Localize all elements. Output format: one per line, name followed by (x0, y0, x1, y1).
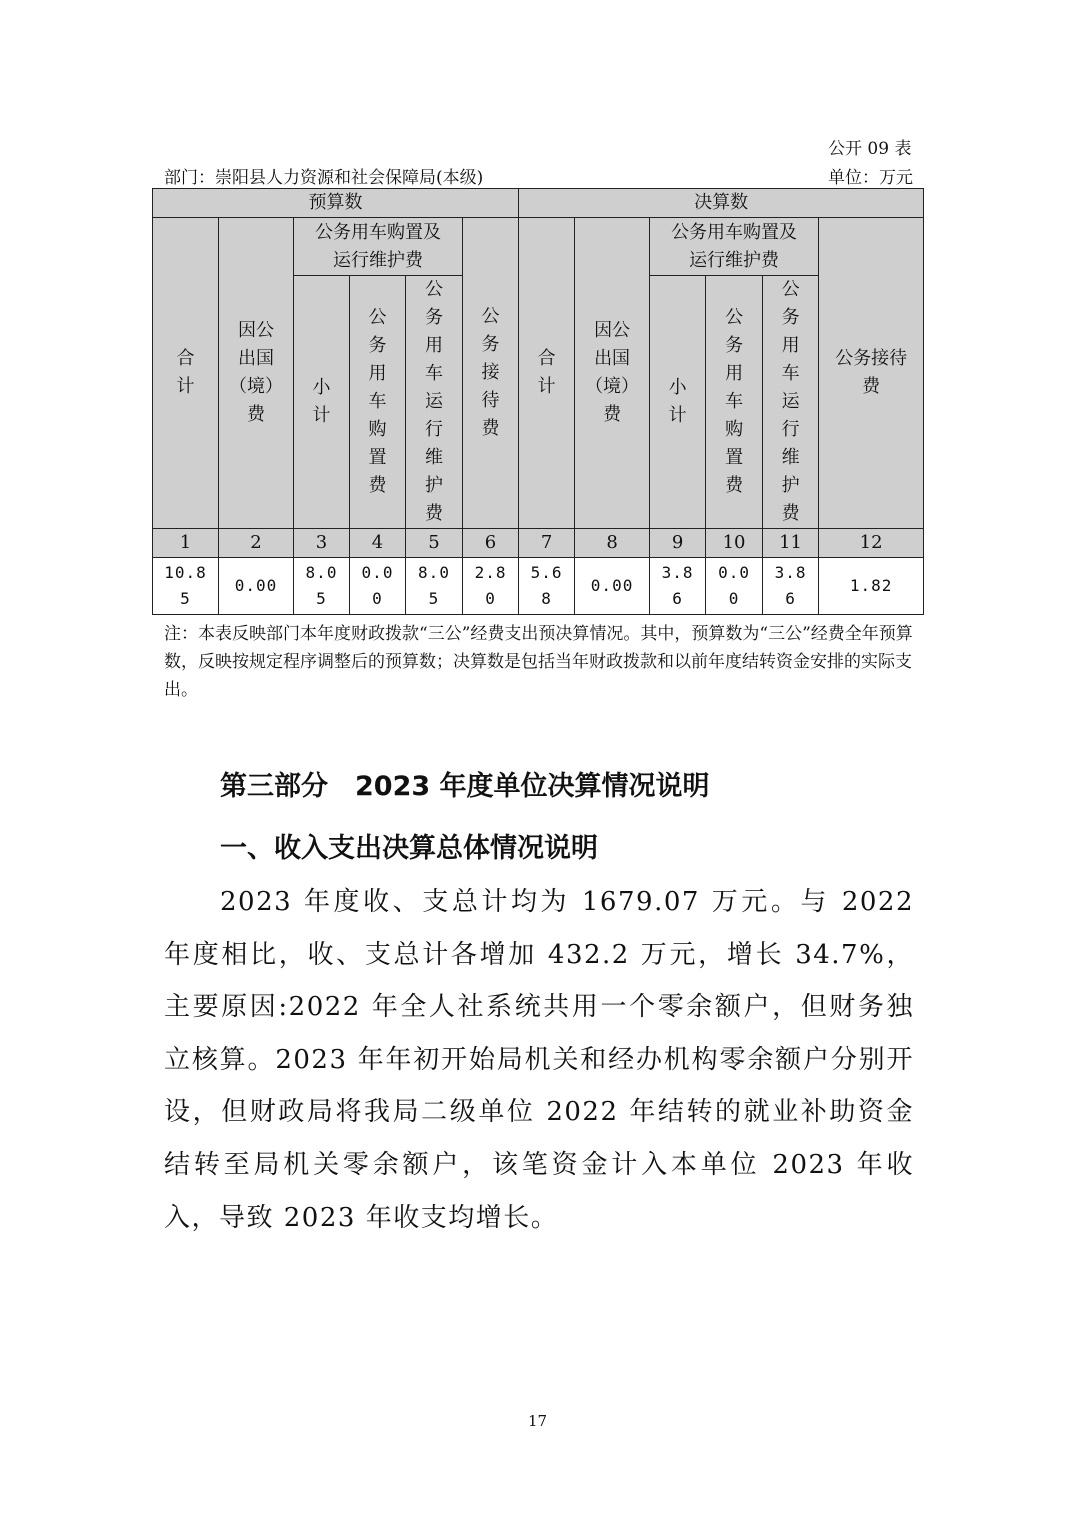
three-public-expenses-table (152, 188, 924, 615)
final-group-header: 决算数 (519, 189, 924, 218)
unit-label: 单位：万元 (828, 168, 913, 188)
col-subtotal-final: 小 计 (650, 276, 706, 529)
department-label: 部门：崇阳县人力资源和社会保障局(本级) (164, 168, 484, 188)
value-cell: 0.0 0 (706, 558, 763, 615)
value-cell: 1.82 (819, 558, 924, 615)
page-number: 17 (528, 1412, 548, 1430)
table-note: 注：本表反映部门本年度财政拨款“三公”经费支出预决算情况。其中，预算数为“三公”经费全年预算数，反映按规定程序调整后的预算数；决算数是包括当年财政拨款和以前年度结转资金安排的实际支出。 (164, 624, 913, 700)
col-reception-final: 公务接待 费 (819, 218, 924, 529)
value-cell: 0.0 0 (350, 558, 406, 615)
value-cell: 3.8 6 (650, 558, 706, 615)
col-operation-budget: 公 务 用 车 运 行 维 护 费 (406, 276, 463, 529)
body-paragraph: 2023 年度收、支总计均为 1679.07 万元。与 2022 年度相比，收、支总计各增加 432.2 万元，增长 34.7%，主要原因:2022 年全人社系统共用一个零余额户，但财务独立核算。2023 年年初开始局机关和经办机构零余额户分别开设，但财政局将我局二级单位 2022 年结转的就业补助资金结转至局机关零余额户，该笔资金计入本单位 2023 年收入，导致 2023 年收支均增长。 (164, 887, 914, 1233)
column-number-row: 1 2 3 4 5 6 7 8 9 10 11 12 (153, 529, 924, 558)
col-reception-budget: 公 务 接 待 费 (463, 218, 519, 529)
budget-group-header: 预算数 (153, 189, 519, 218)
table-number: 公开 09 表 (828, 139, 912, 159)
vehicle-group-final: 公务用车购置及 运行维护费 (650, 218, 819, 276)
col-purchase-budget: 公 务 用 车 购 置 费 (350, 276, 406, 529)
col-total-budget: 合 计 (153, 218, 219, 529)
value-cell: 8.0 5 (294, 558, 350, 615)
value-cell: 5.6 8 (519, 558, 575, 615)
table-row (153, 558, 924, 615)
col-abroad-budget: 因公 出国 （境） 费 (219, 218, 294, 529)
value-cell: 2.8 0 (463, 558, 519, 615)
section-title: 第三部分 2023 年度单位决算情况说明 (220, 771, 710, 802)
col-subtotal-budget: 小 计 (294, 276, 350, 529)
value-cell: 3.8 6 (763, 558, 819, 615)
vehicle-group-budget: 公务用车购置及 运行维护费 (294, 218, 463, 276)
subsection-title: 一、收入支出决算总体情况说明 (220, 833, 598, 864)
col-abroad-final: 因公 出国 （境） 费 (575, 218, 650, 529)
col-operation-final: 公 务 用 车 运 行 维 护 费 (763, 276, 819, 529)
value-cell: 10.8 5 (153, 558, 219, 615)
col-purchase-final: 公 务 用 车 购 置 费 (706, 276, 763, 529)
value-cell: 0.00 (219, 558, 294, 615)
value-cell: 0.00 (575, 558, 650, 615)
value-cell: 8.0 5 (406, 558, 463, 615)
col-total-final: 合 计 (519, 218, 575, 529)
